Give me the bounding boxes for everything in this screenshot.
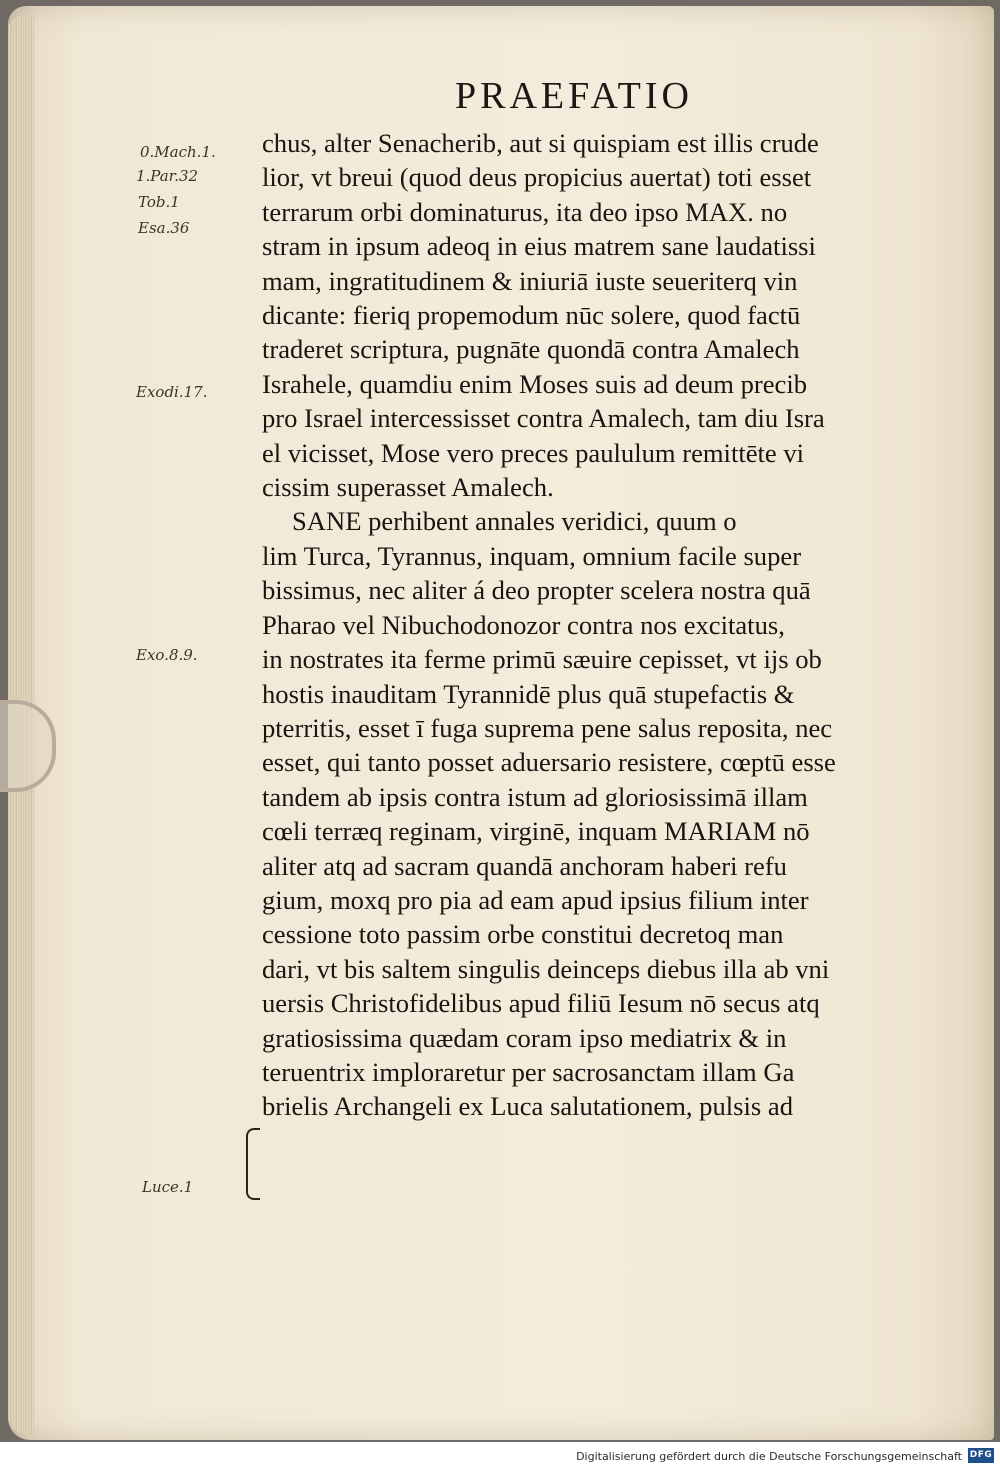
text-line: uersis Christofidelibus apud filiū Iesum nō secus atq	[262, 988, 820, 1019]
dfg-logo-icon: DFG	[968, 1448, 994, 1463]
text-line: tandem ab ipsis contra istum ad gloriosissimā illam	[262, 781, 808, 812]
text-line: gium, moxq pro pia ad eam apud ipsius filium inter	[262, 884, 809, 915]
text-line: pterritis, esset ī fuga suprema pene salus reposita, nec	[262, 712, 833, 743]
margin-note: Esa.36	[138, 219, 190, 237]
text-line: cœli terræq reginam, virginē, inquam MARIAM nō	[262, 816, 810, 847]
margin-note: 1.Par.32	[136, 167, 199, 185]
text-line: aliter atq ad sacram quandā anchoram haberi refu	[262, 850, 787, 881]
funding-credit: Digitalisierung gefördert durch die Deutsche Forschungsgemeinschaft	[576, 1450, 962, 1463]
text-line: terrarum orbi dominaturus, ita deo ipso MAX. no	[262, 196, 788, 227]
margin-note: Exo.8.9.	[136, 646, 198, 664]
text-line: gratiosissima quædam coram ipso mediatrix & in	[262, 1022, 787, 1053]
page-title: PRAEFATIO	[455, 75, 693, 117]
margin-note: 0.Mach.1.	[140, 143, 216, 161]
text-line: lim Turca, Tyrannus, inquam, omnium facile super	[262, 540, 802, 571]
text-line: bissimus, nec aliter á deo propter scelera nostra quā	[262, 575, 811, 606]
text-line: dari, vt bis saltem singulis deinceps diebus illa ab vni	[262, 953, 830, 984]
text-line: pro Israel intercessisset contra Amalech, tam diu Isra	[262, 403, 825, 434]
text-line: esset, qui tanto posset aduersario resistere, cœptū esse	[262, 747, 836, 778]
text-line: lior, vt breui (quod deus propicius auertat) toti esset	[262, 162, 812, 193]
text-line: mam, ingratitudinem & iniuriā iuste seueriterq vin	[262, 265, 798, 296]
text-line: hostis inauditam Tyrannidē plus quā stupefactis &	[262, 678, 795, 709]
footer-bar	[0, 1442, 1000, 1471]
text-line: cessione toto passim orbe constitui decretoq man	[262, 919, 784, 950]
margin-bracket	[246, 1128, 260, 1200]
body-text	[262, 126, 934, 1124]
text-line: Pharao vel Nibuchodonozor contra nos excitatus,	[262, 609, 785, 640]
text-line: stram in ipsum adeoq in eius matrem sane laudatissi	[262, 231, 816, 262]
text-line: teruentrix imploraretur per sacrosanctam illam Ga	[262, 1056, 795, 1087]
margin-note: Luce.1	[142, 1178, 194, 1196]
text-line: dicante: fieriq propemodum nūc solere, quod factū	[262, 300, 801, 331]
text-line: chus, alter Senacherib, aut si quispiam est illis crude	[262, 128, 819, 158]
margin-note: Tob.1	[138, 193, 180, 211]
text-line: cissim superasset Amalech.	[262, 472, 554, 503]
text-line: traderet scriptura, pugnāte quondā contra Amalech	[262, 334, 800, 365]
text-line: brielis Archangeli ex Luca salutationem, pulsis ad	[262, 1091, 793, 1122]
text-line: Israhele, quamdiu enim Moses suis ad deum precib	[262, 368, 808, 399]
text-line: SANE perhibent annales veridici, quum o	[292, 506, 737, 537]
text-line: in nostrates ita ferme primū sæuire cepisset, vt ijs ob	[262, 644, 822, 675]
margin-note: Exodi.17.	[136, 383, 208, 401]
text-line: el vicisset, Mose vero preces paululum remittēte vi	[262, 437, 805, 468]
